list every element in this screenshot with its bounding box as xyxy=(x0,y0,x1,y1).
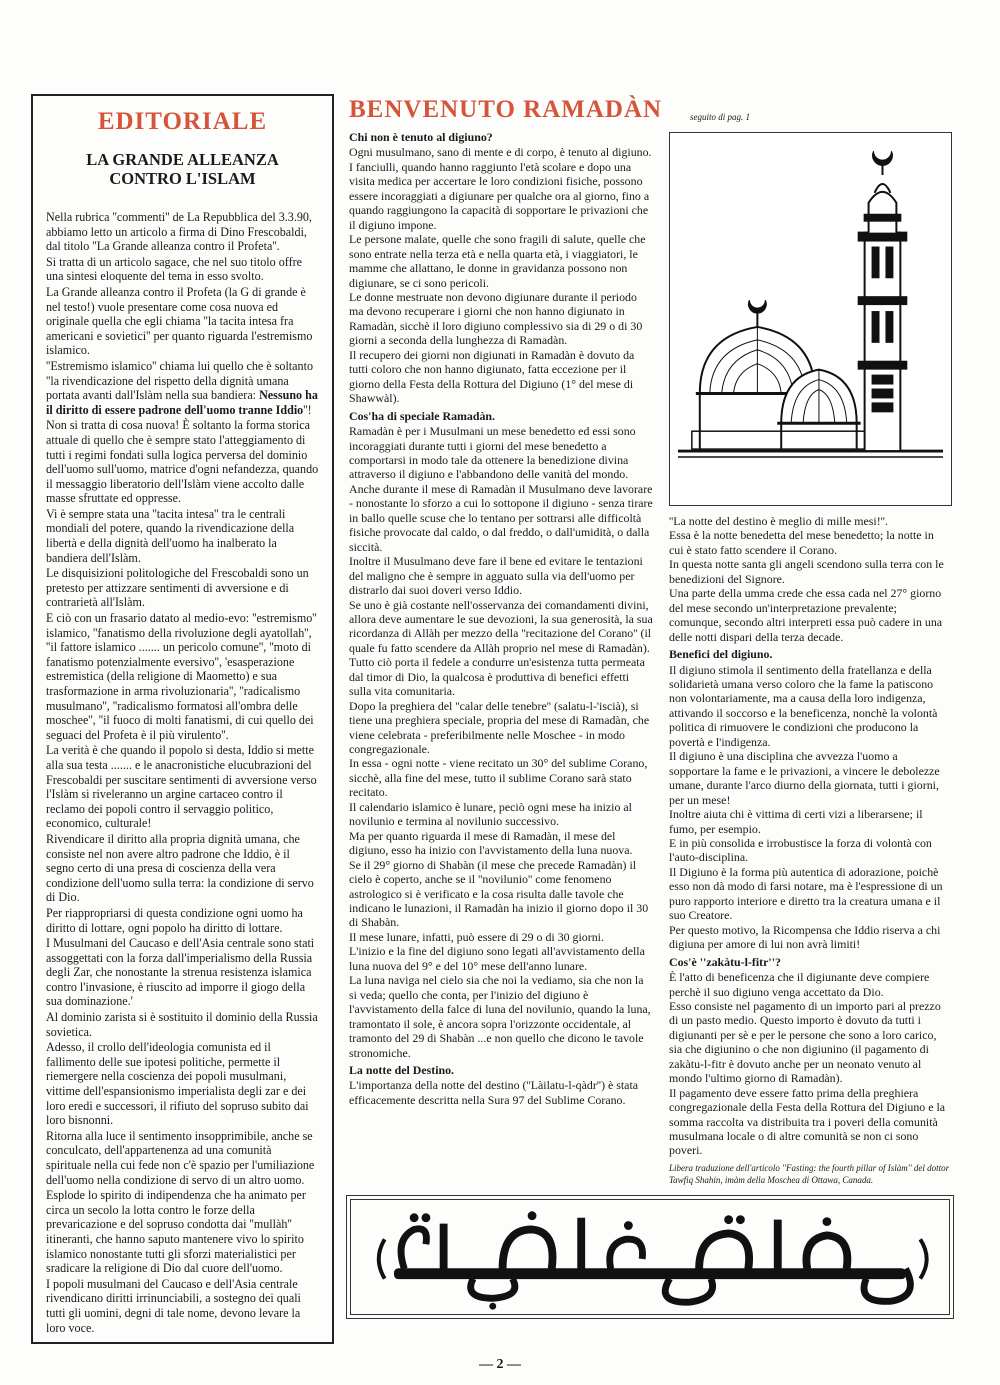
editorial-paragraph: Adesso, il crollo dell'ideologia comunista ed il fallimento delle sue ipotesi politiche, permette il riemergere nella coscienza dei popoli musulmani, vittime dell'espansionismo imperialista degli zar e dei loro eredi e successori, il rifiuto del sopruso subito dai loro bisnonni. xyxy=(46,1040,309,1128)
article-paragraph: Tutto ciò porta il fedele a condurre un'esistenza tutta permeata dal timor di Dio, la qualcosa è produttiva di benefici effetti sulla vita comunitaria. xyxy=(349,655,645,699)
mosque-illustration xyxy=(669,132,952,506)
editorial-paragraph: Per riappropriarsi di questa condizione ogni uomo ha diritto di lottare, ogni popolo ha diritto di lottare. xyxy=(46,905,303,935)
article-paragraph: È l'atto di beneficenza che il digiunante deve compiere perchè il suo digiuno venga accettato da Dio. xyxy=(669,970,930,999)
editorial-paragraph: Le disquisizioni politologiche del Frescobaldi sono un pretesto per attizzare sentimenti di avversione e di contrarietà all'Islàm. xyxy=(46,566,309,610)
calligraphy-banner xyxy=(346,1195,954,1319)
editorial-paragraph: Si tratta di un articolo sagace, che nel suo titolo offre una sintesi eloquente del tema in esso svolto. xyxy=(46,254,303,284)
article-paragraph: Le donne mestruate non devono digiunare durante il periodo ma devono recuperare i giorni che non hanno digiunato in Ramadàn, sicchè il loro digiuno complessivo sia di 29 o di 30 giorni a seconda della lunghezza di Ramadàn. xyxy=(349,289,643,348)
mosque-drawing-icon xyxy=(670,133,951,505)
editorial-paragraph: Nella rubrica ''commenti'' de La Repubblica del 3.3.90, abbiamo letto un articolo a firma di Dino Frescobaldi, dal titolo ''La Grande alleanza contro il Profeta''. xyxy=(46,210,312,254)
article-paragraph: Esso consiste nel pagamento di un importo pari al prezzo di un pasto medio. Questo importo è dovuto da tutti i digiunanti per sè e per le persone che sono a loro carico, sia che digiunino o che non digiunino (il pagamento di zakàtu-l-fitr è dovuto anche per un neonato venuto al mondo l'ultimo giorno di Ramadàn). xyxy=(669,998,941,1086)
editorial-paragraph: Al dominio zarista si è sostituito il dominio della Russia sovietica. xyxy=(46,1010,318,1039)
article-title: BENVENUTO RAMADÀN xyxy=(349,96,663,123)
article-paragraph: Il pagamento deve essere fatto prima della preghiera congregazionale della Festa della Rottura del Digiuno e la somma raccolta va distribuita tra i poveri della comunità musulmana locale o di altre comunità se non ci sono poveri. xyxy=(669,1085,946,1158)
article-paragraph: Ramadàn è per i Musulmani un mese benedetto ed essi sono incoraggiati durante tutti i giorni del mese benedetto a comportarsi in modo tale da ottenere la benedizione divina attraverso il digiuno e l'abbandono delle vanità del mondo. xyxy=(349,424,636,482)
article-paragraph: Se il 29° giorno di Shabàn (il mese che precede Ramadàn) il cielo è coperto, anche se il ''novilunio'' come fenomeno astrologico si è verificato e la cosa risulta dalle tavole che indicano le lunazioni, il Ramadàn ha inizio il giorno dopo il 30 di Shabàn. xyxy=(349,857,649,930)
article-paragraph: In questa notte santa gli angeli scendono sulla terra con le benedizioni del Signore. xyxy=(669,557,944,586)
article-paragraph: Dopo la preghiera del ''calar delle tenebre'' (salatu-l-'iscià), si tiene una preghiera speciale, propria del mese di Ramadàn, che viene celebrata - preferibilmente nelle Moschee - in modo congregazionale. xyxy=(349,698,650,757)
ramadan-kareem-calligraphy-icon xyxy=(351,1200,949,1314)
calligraphy-frame xyxy=(350,1199,950,1315)
editorial-box xyxy=(31,94,334,1344)
article-paragraph: Inoltre il Musulmano deve fare il bene ed evitare le tentazioni del maligno che è sempre in agguato sulla via dell'uomo per distrarlo dai suoi doveri verso Iddio. xyxy=(349,554,643,598)
editorial-text: ''Estremismo islamico'' chiama lui quello che è soltanto ''la rivendicazione del rispetto della dignità umana portata avanti dall'Islàm nella sua bandiera: xyxy=(46,358,313,403)
article-paragraph: Il mese lunare, infatti, può essere di 29 o di 30 giorni. xyxy=(349,929,604,944)
editorial-paragraph: Rivendicare il diritto alla propria dignità umana, che consiste nel non avere altro padrone che Iddio, è il segno certo di una presa di coscienza della vera condizione dell'uomo sulla terra: la condizione di servo di Dio. xyxy=(46,831,314,905)
article-paragraph: Il digiuno stimola il sentimento della fratellanza e della solidarietà umana verso coloro che la fame la patiscono non volontariamente, ma a causa della loro indigenza, attivando il soccorso e la beneficenza, nonchè la volontà politica di rimuovere le condizioni che producono la povertà e l'indigenza. xyxy=(669,662,938,749)
article-paragraph: Le persone malate, quelle che sono fragili di salute, quelle che sono entrate nella terza età e nella quarta età, i viaggiatori, le mamme che allattano, le donne in gravidanza possono non digiunare, se ci sono pericoli. xyxy=(349,232,646,290)
editorial-paragraph: Ritorna alla luce il sentimento insopprimibile, anche se conculcato, dell'appartenenza ad una comunità spirituale nella cui fede non c'è spazio per l'umiliazione dell'uomo nella condizione di servo di un altro uomo. xyxy=(46,1128,315,1187)
article-column-right xyxy=(669,514,949,1158)
editorial-subtitle-line2: CONTRO L'ISLAM xyxy=(109,169,256,188)
editorial-paragraph: Esplode lo spirito di indipendenza che ha animato per circa un secolo la lotta contro le forze della prevaricazione e del sopruso condotta dai ''mullàh'' itineranti, che hanno saputo mantenere vivo lo spirito islamico nonostante tutti gli sforzi materialistici per sradicare la religione di Dio dal cuore dell'uomo. xyxy=(46,1188,306,1276)
article-paragraph: ''La notte del destino è meglio di mille mesi!''. xyxy=(669,514,888,528)
article-paragraph: L'inizio e la fine del digiuno sono legati all'avvistamento della luna nuova del 9° e del 10° mese dell'anno lunare. xyxy=(349,944,645,973)
editorial-paragraph: La verità è che quando il popolo si desta, Iddio si mette alla sua testa ....... e le anacronistiche elucubrazioni del Frescobaldi per suscitare sentimenti di avversione verso l'Islàm si riveleranno un argine cartaceo contro il reclamo dei popoli contro il servaggio politico, economico, culturale! xyxy=(46,743,317,831)
article-paragraph: Una parte della umma crede che essa cada nel 27° giorno del mese secondo un'interpretazione prevalente; comunque, secondo altri interpreti essa può cadere in una delle notti dispari della terza decade. xyxy=(669,586,943,644)
editorial-paragraph: Non si tratta di cosa nuova! È soltanto la forma storica attuale di quello che è sempre stato l'atteggiamento di tutti i regimi fondati sulla logica perversa del dominio dell'uomo sull'uomo, matrice d'ogni nefandezza, quando il messaggio liberatorio dell'Islàm viene accolto dalle masse sfruttate ed oppresse. xyxy=(46,418,319,506)
editorial-bold-quote: Nessuno ha il diritto di essere padrone dell'uomo tranne Iddio xyxy=(46,388,318,417)
article-paragraph: E in più consolida e irrobustisce la forza di volontà con l'auto-disciplina. xyxy=(669,835,932,865)
article-paragraph: La luna naviga nel cielo sia che noi la vediamo, sia che non la si veda; quello che conta, per l'inizio del digiuno è l'avvistamento della falce di luna del novilunio, quando la luna, tramontato il sole, è ancora sopra l'orizzonte occidentale, al tramonto del 29 di Shabàn ...e non quello che dicono le tavole stronomiche. xyxy=(349,973,651,1060)
article-paragraph: Se uno è già costante nell'osservanza dei comandamenti divini, allora deve aumentare le sue devozioni, la sua generosità, la sua ricordanza di Allàh per mezzo della ''recitazione del Corano'' (il quale fu fatto scendere da Allàh proprio nel mese di Ramadàn). xyxy=(349,597,653,655)
article-paragraph: Il Digiuno è la forma più autentica di adorazione, poichè esso non dà modo di farsi notare, ma è l'espressione di un puro rapporto interiore e diretto tra la creatura umana e il suo Creatore. xyxy=(669,864,943,923)
editorial-paragraph: Vi è sempre stata una ''tacita intesa'' tra le centrali mondiali del potere, quando la rivendicazione della libertà e della dignità dell'uomo ha inalberato la bandiera dell'Islàm. xyxy=(46,506,295,565)
article-paragraph: In essa - ogni notte - viene recitato un 30° del sublime Corano, sicchè, alla fine del mese, tutto il sublime Corano sarà stato recitato. xyxy=(349,756,648,800)
article-paragraph: I fanciulli, quando hanno raggiunto l'età scolare e dopo una visita medica per accertare le loro condizioni fisiche, possono essere incoraggiati a digiunare per qualche ora al giorno, fino a quando raggiungono la capacità di sopportare le privazioni che il digiuno impone. xyxy=(349,159,650,232)
section-heading: Chi non è tenuto al digiuno? xyxy=(349,130,493,144)
section-heading: Benefici del digiuno. xyxy=(669,647,773,662)
editorial-subtitle-line1: LA GRANDE ALLEANZA xyxy=(86,150,279,169)
article-paragraph: Per questo motivo, la Ricompensa che Iddio riserva a chi digiuna per amore di lui non avrà limiti! xyxy=(669,922,941,952)
article-paragraph: Anche durante il mese di Ramadàn il Musulmano deve lavorare - nonostante lo sforzo a cui lo sottopone il digiuno - senza tirare in ballo quelle scuse che lo tentano per sottrarsi alle difficoltà fisiche provocate dal caldo, o dal freddo, o dall'umidità, o dalla siccità. xyxy=(349,481,653,554)
section-heading: Cos'è ''zakàtu-l-fitr''? xyxy=(669,954,781,969)
editorial-text: ''! xyxy=(303,402,312,417)
section-heading: Cos'ha di speciale Ramadàn. xyxy=(349,408,496,423)
article-column-middle xyxy=(349,130,654,1107)
editorial-paragraph xyxy=(46,359,319,417)
article-paragraph: Il calendario islamico è lunare, peciò ogni mese ha inizio al novilunio e termina al novilunio successivo. xyxy=(349,799,632,829)
article-paragraph: Ma per quanto riguarda il mese di Ramadàn, il mese del digiuno, esso ha inizio con l'avvistamento della luna nuova. xyxy=(349,828,633,858)
editorial-body xyxy=(46,210,319,1335)
article-paragraph: Il digiuno è una disciplina che avvezza l'uomo a sopportare la fame e le privazioni, a vincere le debolezze umane, durante l'arco diurno della giornata, tutti i giorni, per un mese! xyxy=(669,749,940,807)
article-paragraph: Il recupero dei giorni non digiunati in Ramadàn è dovuto da tutti coloro che non hanno digiunato, fatta eccezione per il giorno della Festa della Rottura del Digiuno (1° del mese di Shawwàl). xyxy=(349,347,635,406)
translation-credit: Libera traduzione dell'articolo ''Fasting: the fourth pillar of Islàm'' del dottor Tawfiq Shahin, imàm della Moschea di Ottawa, Canada. xyxy=(669,1163,950,1185)
editorial-paragraph: La Grande alleanza contro il Profeta (la G di grande è nel testo!) vuole presentare come cosa nuova ed originale quella che egli chiama ''la tacita intesa fra americani e sovietici'' per quanto riguarda l'estremismo islamico. xyxy=(46,284,313,358)
editorial-paragraph: I popoli musulmani del Caucaso e dell'Asia centrale rivendicano diritti irrinunciabili, a sostegno dei quali tutti gli uomini, degni di tale nome, devono levare la loro voce. xyxy=(46,1276,301,1335)
page-number: — 2 — xyxy=(479,1357,521,1372)
editorial-title: EDITORIALE xyxy=(97,108,268,135)
editorial-paragraph: I Musulmani del Caucaso e dell'Asia centrale sono stati assoggettati con la forza dall'imperialismo della Russia degli Zar, che nonostante la strenua resistenza islamica contro l'invasione, è riuscito ad imporre il giogo della sua dominazione.' xyxy=(46,936,315,1009)
editorial-paragraph: E ciò con un frasario datato al medio-evo: ''estremismo'' islamico, ''fanatismo della rivoluzione degli ayatollah'', ''il fattore islamico ....... un pericolo comune'', ''moto di fanatismo potenzialmente eversivo'', 'esasperazione estremistica (della religione di Maometto) e sua trasformazione in arma rivoluzionaria'', ''radicalismo musulmano'', ''radicalismo formatosi all'ombra delle moschee'', ''il fuoco di molti fanatismi, di cui quello dei seguaci del Profeta è il più virulento''. xyxy=(46,611,317,742)
section-heading: La notte del Destino. xyxy=(349,1063,455,1077)
article-paragraph: Essa è la notte benedetta del mese benedetto; la notte in cui è stato fatto scendere il Corano. xyxy=(669,528,934,557)
article-paragraph: L'importanza della notte del destino (''Làilatu-l-qàdr'') è stata efficacemente descritta nella Sura 97 del Sublime Corano. xyxy=(349,1078,639,1107)
editorial-subtitle xyxy=(46,150,319,188)
article-paragraph: Ogni musulmano, sano di mente e di corpo, è tenuto al digiuno. xyxy=(349,145,652,160)
article-paragraph: Inoltre aiuta chi è vittima di certi vizi a liberarsene; il fumo, per esempio. xyxy=(669,807,923,836)
continued-note: seguito di pag. 1 xyxy=(690,112,750,122)
